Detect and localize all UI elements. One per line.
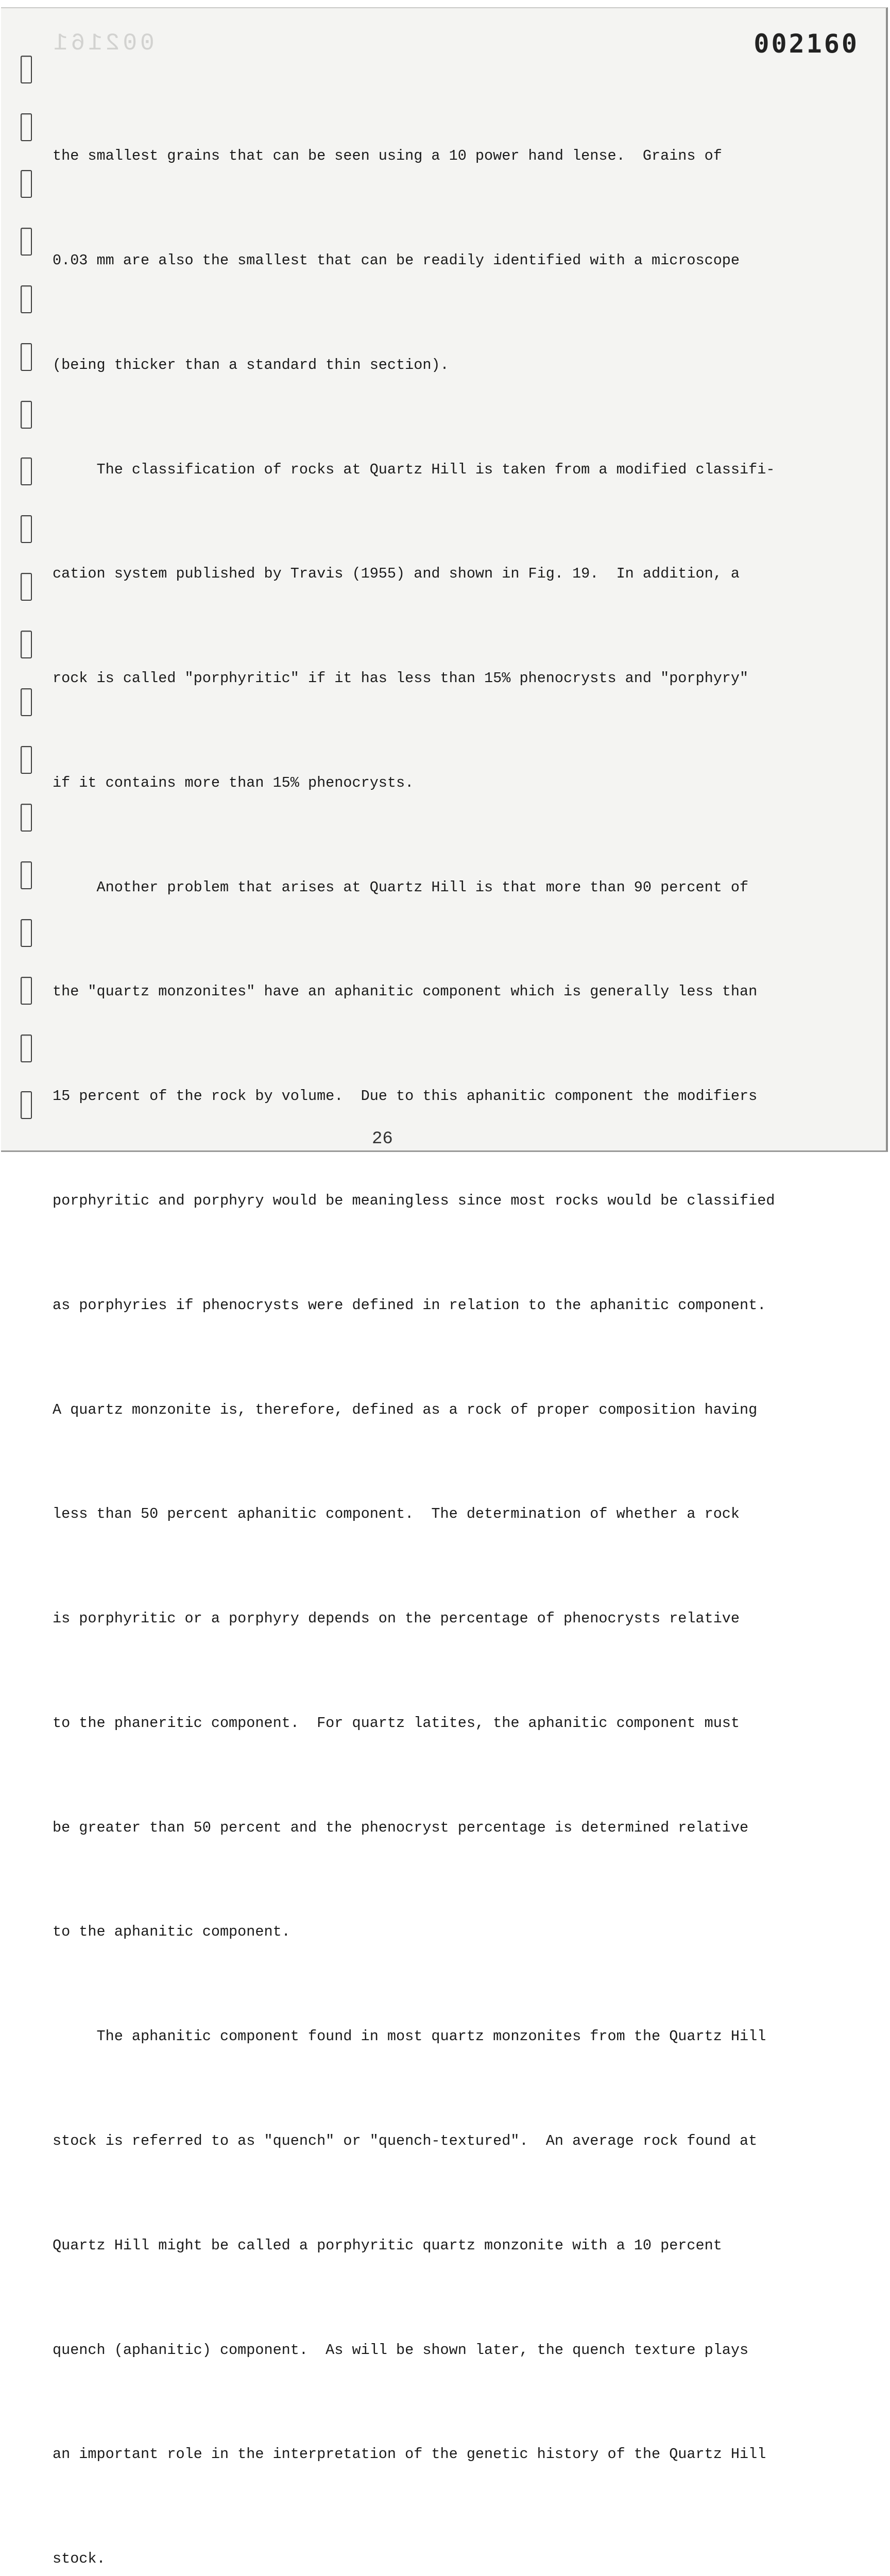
text-line: The classification of rocks at Quartz Hill is taken from a modified classifi- bbox=[53, 461, 775, 478]
text-line: to the phaneritic component. For quartz latites, the aphanitic component must bbox=[53, 1714, 740, 1732]
binder-hole bbox=[21, 746, 32, 774]
footer-page-mark: 26 bbox=[372, 1129, 393, 1149]
text-line: cation system published by Travis (1955) and shown in Fig. 19. In addition, a bbox=[53, 565, 740, 583]
text-line: an important role in the interpretation of the genetic history of the Quartz Hill bbox=[53, 2446, 766, 2463]
binder-hole bbox=[21, 401, 32, 429]
binder-holes bbox=[21, 56, 36, 1138]
binder-hole bbox=[21, 1035, 32, 1062]
binder-hole bbox=[21, 688, 32, 716]
binder-hole bbox=[21, 457, 32, 485]
text-line: Another problem that arises at Quartz Hill is that more than 90 percent of bbox=[53, 878, 749, 896]
document-body bbox=[53, 69, 805, 2576]
text-line: the "quartz monzonites" have an aphanitic component which is generally less than bbox=[53, 983, 758, 1001]
text-line: A quartz monzonite is, therefore, defined as a rock of proper composition having bbox=[53, 1401, 758, 1418]
binder-hole bbox=[21, 285, 32, 313]
binder-hole bbox=[21, 56, 32, 83]
text-line: Quartz Hill might be called a porphyritic quartz monzonite with a 10 percent bbox=[53, 2236, 722, 2254]
text-line: (being thicker than a standard thin section). bbox=[53, 356, 449, 374]
bleed-through-page-number: 002161 bbox=[50, 30, 155, 57]
binder-hole bbox=[21, 228, 32, 256]
binder-hole bbox=[21, 343, 32, 371]
text-line: the smallest grains that can be seen using a 10 power hand lense. Grains of bbox=[53, 147, 722, 165]
text-line: 0.03 mm are also the smallest that can be readily identified with a microscope bbox=[53, 251, 740, 269]
binder-hole bbox=[21, 919, 32, 947]
text-line: The aphanitic component found in most quartz monzonites from the Quartz Hill bbox=[53, 2028, 766, 2045]
binder-hole bbox=[21, 631, 32, 658]
text-line: porphyritic and porphyry would be meaningless since most rocks would be classified bbox=[53, 1192, 775, 1209]
text-line: less than 50 percent aphanitic component. The determination of whether a rock bbox=[53, 1505, 740, 1523]
text-line: as porphyries if phenocrysts were defined in relation to the aphanitic component. bbox=[53, 1296, 766, 1314]
binder-hole bbox=[21, 1091, 32, 1119]
text-line: is porphyritic or a porphyry depends on the percentage of phenocrysts relative bbox=[53, 1610, 740, 1628]
binder-hole bbox=[21, 861, 32, 889]
text-line: stock is referred to as "quench" or "quench-textured". An average rock found at bbox=[53, 2132, 758, 2150]
binder-hole bbox=[21, 515, 32, 543]
binder-hole bbox=[21, 977, 32, 1005]
text-line: stock. bbox=[53, 2550, 106, 2568]
binder-hole bbox=[21, 170, 32, 198]
binder-hole bbox=[21, 804, 32, 832]
text-line: rock is called "porphyritic" if it has less than 15% phenocrysts and "porphyry" bbox=[53, 670, 749, 687]
scanned-page bbox=[1, 7, 888, 2568]
text-line: to the aphanitic component. bbox=[53, 1923, 290, 1941]
text-line: quench (aphanitic) component. As will be shown later, the quench texture plays bbox=[53, 2341, 749, 2359]
text-line: if it contains more than 15% phenocrysts. bbox=[53, 774, 414, 791]
page-number: 002160 bbox=[754, 29, 859, 59]
binder-hole bbox=[21, 573, 32, 601]
text-line: be greater than 50 percent and the phenocryst percentage is determined relative bbox=[53, 1819, 749, 1836]
binder-hole bbox=[21, 113, 32, 141]
text-line: 15 percent of the rock by volume. Due to this aphanitic component the modifiers bbox=[53, 1088, 758, 1105]
